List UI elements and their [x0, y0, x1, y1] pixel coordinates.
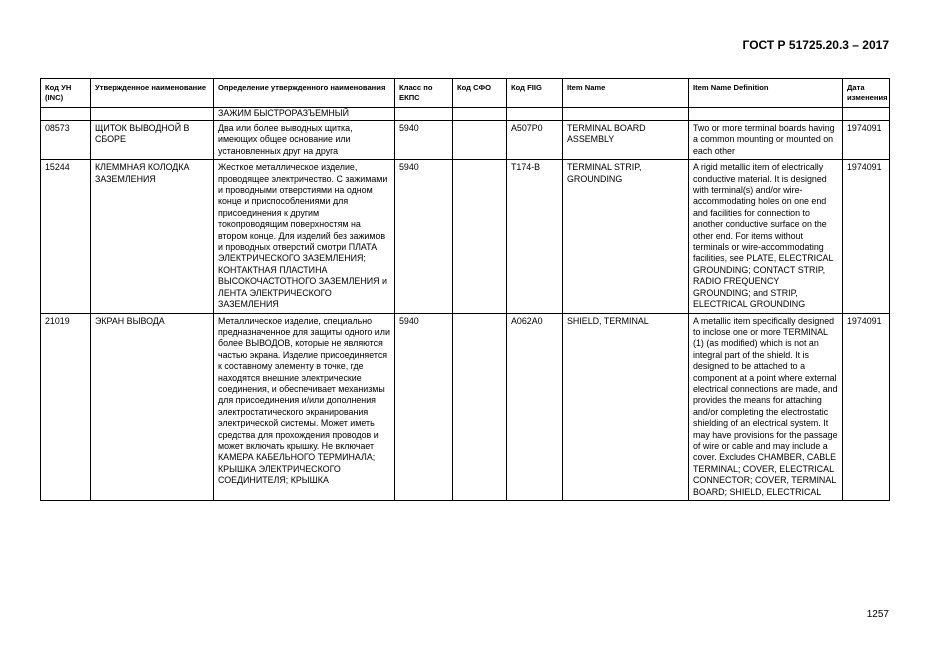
col-header-fiig: Код FIIG — [507, 79, 563, 108]
cell-name: КЛЕММНАЯ КОЛОДКА ЗАЗЕМЛЕНИЯ — [91, 160, 214, 313]
col-header-approved-name: Утвержденное наименование — [91, 79, 214, 108]
cell-item-definition: A metallic item specifically designed to inclose one or more TERMINAL (1) (as modified) which is not an integral part of the shield. It is designed to be attached to a component at a point where external electrical connections are made, and provides the means for attaching and/or completing the electrostatic shielding of an electrical system. It may have provisions for the passage of wire or cable and may include a cover. Excludes CHAMBER, CABLE TERMINAL; COVER, ELECTRICAL CONNECTOR; COVER, TERMINAL BOARD; SHIELD, ELECTRICAL — [689, 313, 843, 501]
cell-fiig: A507P0 — [507, 121, 563, 160]
cell-date — [843, 108, 890, 121]
cell-inc: 08573 — [41, 121, 91, 160]
table-row-continuation — [41, 108, 890, 121]
col-header-item-definition: Item Name Definition — [689, 79, 843, 108]
cell-inc — [41, 108, 91, 121]
cell-fiig: A062A0 — [507, 313, 563, 501]
cell-name: ЩИТОК ВЫВОДНОЙ В СБОРЕ — [91, 121, 214, 160]
cell-sfo — [453, 313, 507, 501]
page-number: 1257 — [866, 609, 889, 620]
cell-date: 1974091 — [843, 313, 890, 501]
cell-inc: 21019 — [41, 313, 91, 501]
cell-item-definition: Two or more terminal boards having a common mounting or mounted on each other — [689, 121, 843, 160]
col-header-item-name: Item Name — [563, 79, 689, 108]
cell-item-name: TERMINAL BOARD ASSEMBLY — [563, 121, 689, 160]
cell-definition: ЗАЖИМ БЫСТРОРАЗЪЕМНЫЙ — [214, 108, 395, 121]
cell-inc: 15244 — [41, 160, 91, 313]
cell-date: 1974091 — [843, 121, 890, 160]
cell-name: ЭКРАН ВЫВОДА — [91, 313, 214, 501]
cell-fiig: T174-B — [507, 160, 563, 313]
col-header-class: Класс по ЕКПС — [395, 79, 453, 108]
col-header-definition: Определение утвержденного наименования — [214, 79, 395, 108]
table-row — [41, 313, 890, 501]
cell-item-name: TERMINAL STRIP, GROUNDING — [563, 160, 689, 313]
cell-class: 5940 — [395, 121, 453, 160]
cell-definition: Два или более выводных щитка, имеющих общее основание или установленных друг на друга — [214, 121, 395, 160]
cell-class — [395, 108, 453, 121]
cell-sfo — [453, 160, 507, 313]
cell-item-name — [563, 108, 689, 121]
document-standard-header: ГОСТ Р 51725.20.3 – 2017 — [742, 38, 889, 52]
col-header-date: Дата изменения — [843, 79, 890, 108]
table-header-row — [41, 79, 890, 108]
cell-definition: Металлическое изделие, специально предназначенное для защиты одного или более ВЫВОДОВ, которые не являются частью экрана. Изделие присоединяется к составному элементу в точке, где находятся внешние электрические соединения, и обеспечивает механизмы для присоединения и/или дополнения электростатического экранирования электрической системы. Может иметь средства для прохождения проводов и может включать крышку. Не включает КАМЕРА КАБЕЛЬНОГО ТЕРМИНАЛА; КРЫШКА ЭЛЕКТРИЧЕСКОГО СОЕДИНИТЕЛЯ; КРЫШКА — [214, 313, 395, 501]
cell-date: 1974091 — [843, 160, 890, 313]
cell-sfo — [453, 121, 507, 160]
cell-class: 5940 — [395, 160, 453, 313]
cell-sfo — [453, 108, 507, 121]
cell-name — [91, 108, 214, 121]
col-header-sfo: Код СФО — [453, 79, 507, 108]
table-row — [41, 160, 890, 313]
nomenclature-table — [40, 78, 890, 501]
col-header-inc: Код УН (INC) — [41, 79, 91, 108]
cell-item-definition — [689, 108, 843, 121]
cell-item-name: SHIELD, TERMINAL — [563, 313, 689, 501]
cell-definition: Жесткое металлическое изделие, проводящее электричество. С зажимами и проводными отверстиями на одном конце и приспособлениями для присоединения к другим токопроводящим поверхностям на втором конце. Для изделий без зажимов и проводных отверстий смотри ПЛАТА ЭЛЕКТРИЧЕСКОГО ЗАЗЕМЛЕНИЯ; КОНТАКТНАЯ ПЛАСТИНА ВЫСОКОЧАСТОТНОГО ЗАЗЕМЛЕНИЯ и ЛЕНТА ЭЛЕКТРИЧЕСКОГО ЗАЗЕМЛЕНИЯ — [214, 160, 395, 313]
cell-class: 5940 — [395, 313, 453, 501]
cell-fiig — [507, 108, 563, 121]
cell-item-definition: A rigid metallic item of electrically conductive material. It is designed with terminal(s) and/or wire-accommodating holes on one end and facilities for connection to another conductive surface on the other end. For items without terminals or wire-accommodating facilities, see PLATE, ELECTRICAL GROUNDING; CONTACT STRIP, RADIO FREQUENCY GROUNDING; and STRIP, ELECTRICAL GROUNDING — [689, 160, 843, 313]
table-row — [41, 121, 890, 160]
